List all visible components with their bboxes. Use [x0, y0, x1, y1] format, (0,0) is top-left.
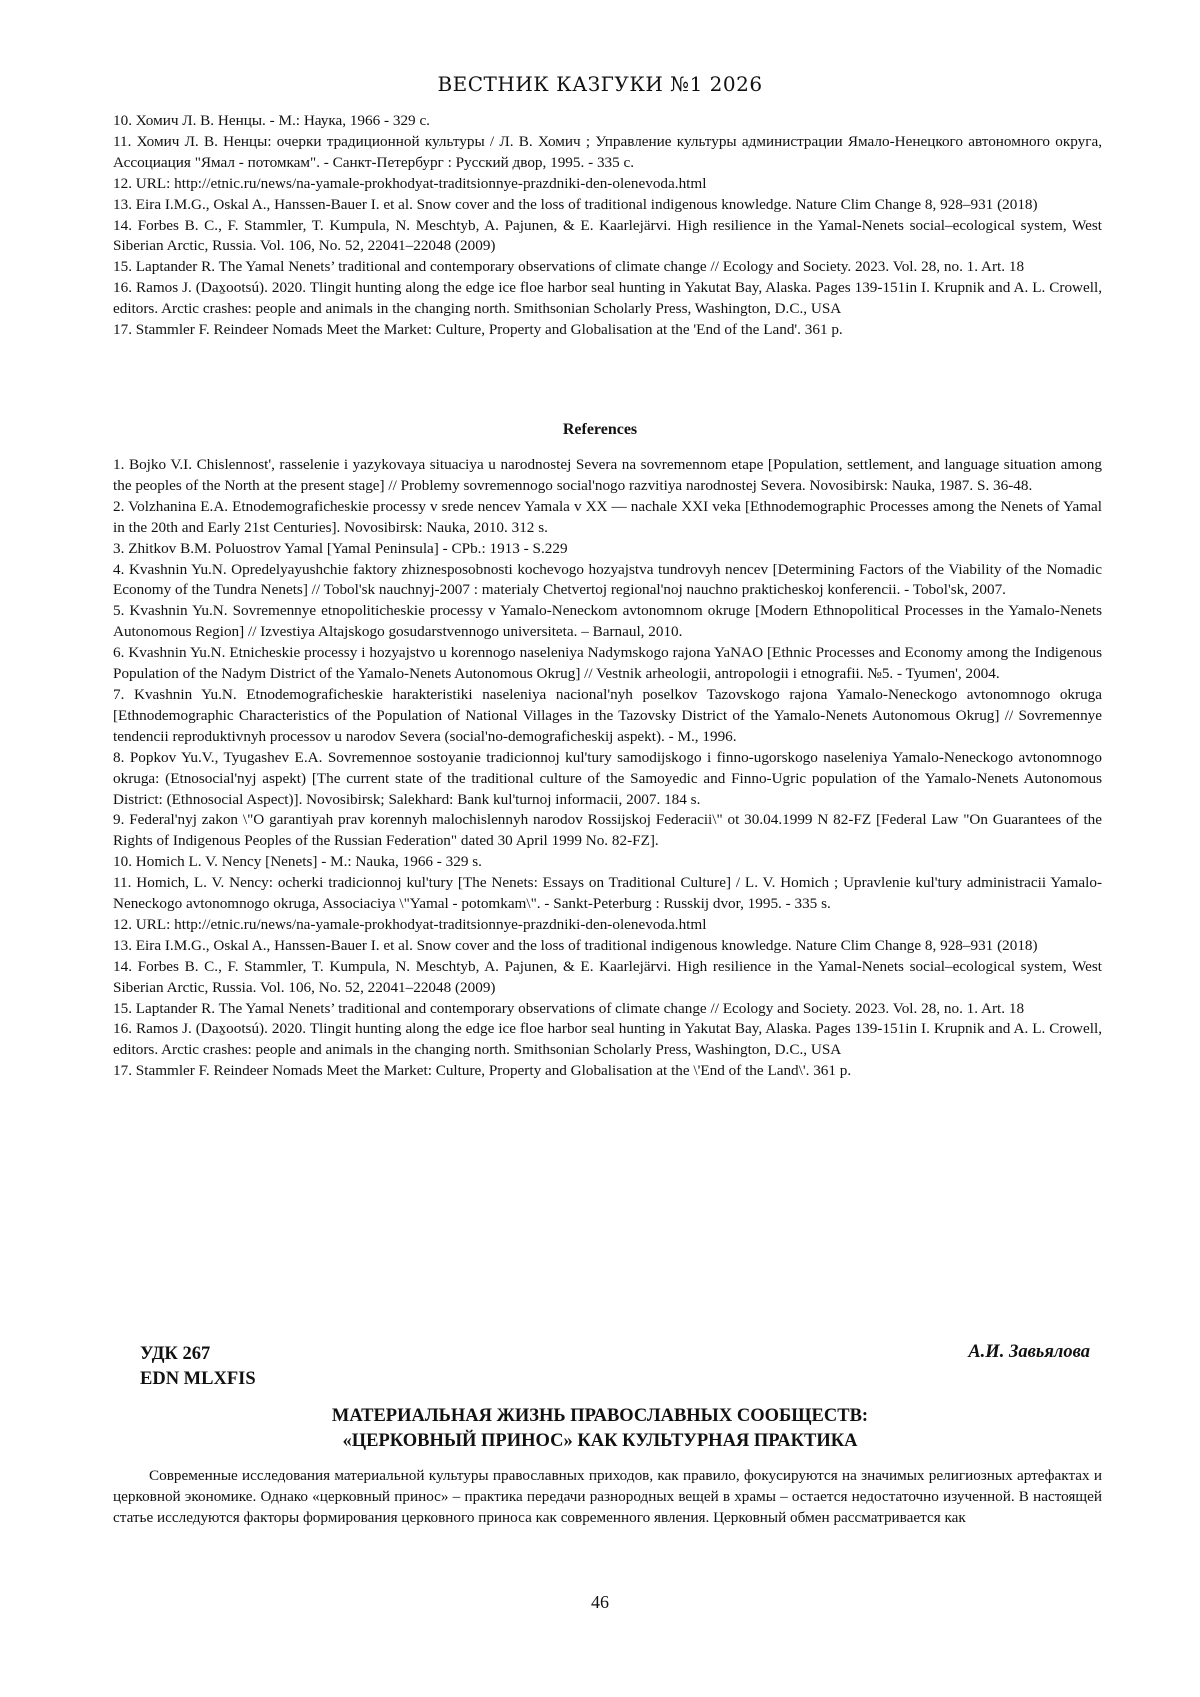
- reference-item: 4. Kvashnin Yu.N. Opredelyayushchie faktory zhiznesposobnosti kochevogo hozyajstva tundrovyh nencev [Determining Factors of the Viability of the Nomadic Economy of the Tundra Nenets] // Tobol'sk nauchnyj-2007 : materialy Chetvertoj regional'noj nauchno prakticheskoj konferencii. - Tobol'sk, 2007.: [113, 560, 1102, 599]
- article-abstract: Современные исследования материальной культуры православных приходов, как правило, фокусируются на значимых религиозных артефактах и церковной экономике. Однако «церковный принос» – практика передачи разнородных вещей в храмы – остается недостаточно изученной. В настоящей статье исследуются факторы формирования церковного приноса как современного явления. Церковный обмен рассматривается как: [113, 1467, 1102, 1526]
- reference-item: 12. URL: http://etnic.ru/news/na-yamale-prokhodyat-traditsionnye-prazdniki-den-olenevoda.html: [113, 915, 707, 933]
- article-author: А.И. Завьялова: [968, 1342, 1090, 1362]
- reference-item: 6. Kvashnin Yu.N. Etnicheskie processy i hozyajstvo u korennogo naseleniya Nadymskogo rajona YaNAO [Ethnic Processes and Economy among the Indigenous Population of the Nadym District of the Yamalo-Nenets Autonomous Okrug] // Vestnik arheologii, antropologii i etnografii. №5. - Tyumen', 2004.: [113, 644, 1102, 683]
- reference-item: 16. Ramos J. (Dax̱ootsú). 2020. Tlingit hunting along the edge ice floe harbor seal hunting in Yakutat Bay, Alaska. Pages 139-151in I. Krupnik and A. L. Crowell, editors. Arctic crashes: people and animals in the changing north. Smithsonian Scholarly Press, Washington, D.C., USA: [113, 279, 1102, 318]
- references-english: [113, 455, 1102, 1082]
- reference-item: 3. Zhitkov B.M. Poluostrov Yamal [Yamal Peninsula] - CPb.: 1913 - S.229: [113, 539, 568, 557]
- reference-item: 11. Homich, L. V. Nency: ocherki tradicionnoj kul'tury [The Nenets: Essays on Traditional Culture] / L. V. Homich ; Upravlenie kul'tury administracii Yamalo-Neneckogo avtonomnogo okruga, Associaciya \"Yamal - potomkam\". - Sankt-Peterburg : Russkij dvor, 1995. - 335 s.: [113, 874, 1102, 913]
- udk-code: УДК 267: [140, 1344, 211, 1364]
- reference-item: 10. Хомич Л. В. Ненцы. - М.: Наука, 1966 - 329 с.: [113, 112, 430, 129]
- reference-item: 5. Kvashnin Yu.N. Sovremennye etnopoliticheskie processy v Yamalo-Neneckom avtonomnom okruge [Modern Ethnopolitical Processes in the Yamalo-Nenets Autonomous Region] // Izvestiya Altajskogo gosudarstvennogo universiteta. – Barnaul, 2010.: [113, 602, 1102, 641]
- reference-item: 10. Homich L. V. Nency [Nenets] - M.: Nauka, 1966 - 329 s.: [113, 853, 482, 871]
- article-title: [0, 1404, 1200, 1454]
- edn-code: EDN MLXFIS: [140, 1369, 256, 1389]
- reference-item: 8. Popkov Yu.V., Tyugashev E.A. Sovremennoe sostoyanie tradicionnoj kul'tury samodijskogo i finno-ugorskogo naseleniya Yamalo-Neneckogo avtonomnogo okruga: (Etnosocial'nyj aspekt) [The current state of the traditional culture of the Samoyedic and Finno-Ugric population of the Yamalo-Nenets Autonomous District: (Ethnosocial Aspect)]. Novosibirsk; Salekhard: Bank kul'turnoj informacii, 2007. 184 s.: [113, 748, 1102, 808]
- references-russian: [113, 111, 1102, 341]
- article-title-line-1: МАТЕРИАЛЬНАЯ ЖИЗНЬ ПРАВОСЛАВНЫХ СООБЩЕСТВ:: [331, 1406, 869, 1426]
- reference-item: 17. Stammler F. Reindeer Nomads Meet the Market: Culture, Property and Globalisation at the \'End of the Land\'. 361 p.: [113, 1062, 852, 1080]
- reference-item: 17. Stammler F. Reindeer Nomads Meet the Market: Culture, Property and Globalisation at the 'End of the Land'. 361 p.: [113, 321, 843, 339]
- journal-header: ВЕСТНИК КАЗГУКИ №1 2026: [437, 72, 763, 96]
- reference-item: 7. Kvashnin Yu.N. Etnodemograficheskie harakteristiki naseleniya nacional'nyh poselkov Tazovskogo rajona Yamalo-Neneckogo avtonomnogo okruga [Ethnodemographic Characteristics of the Population of National Villages in the Tazovsky District of the Yamalo-Nenets Autonomous Okrug] // Sovremennye tendencii reproduktivnyh processov u narodov Severa (social'no-demograficheskij aspekt). - M., 1996.: [113, 685, 1102, 745]
- article-title-line-2: «ЦЕРКОВНЫЙ ПРИНОС» КАК КУЛЬТУРНАЯ ПРАКТИКА: [342, 1431, 858, 1451]
- reference-item: 14. Forbes B. C., F. Stammler, T. Kumpula, N. Meschtyb, A. Pajunen, & E. Kaarlejärvi. High resilience in the Yamal-Nenets social–ecological system, West Siberian Arctic, Russia. Vol. 106, No. 52, 22041–22048 (2009): [113, 216, 1102, 255]
- reference-item: 11. Хомич Л. В. Ненцы: очерки традиционной культуры / Л. В. Хомич ; Управление культуры администрации Ямало-Ненецкого автономного округа, Ассоциация "Ямал - потомкам". - Санкт-Петербург : Русский двор, 1995. - 335 с.: [113, 132, 1102, 171]
- reference-item: 2. Volzhanina E.A. Etnodemograficheskie processy v srede nencev Yamala v XX — nachale XXI veka [Ethnodemographic Processes among the Nenets of Yamal in the 20th and Early 21st Centuries]. Novosibirsk: Nauka, 2010. 312 s.: [113, 497, 1102, 536]
- reference-item: 13. Eira I.M.G., Oskal A., Hanssen-Bauer I. et al. Snow cover and the loss of traditional indigenous knowledge. Nature Clim Change 8, 928–931 (2018): [113, 936, 1038, 954]
- reference-item: 1. Bojko V.I. Chislennost', rasselenie i yazykovaya situaciya u narodnostej Severa na sovremennom etape [Population, settlement, and language situation among the peoples of the North at the present stage] // Problemy sovremennogo social'nogo razvitiya narodnostej Severa. Novosibirsk: Nauka, 1987. S. 36-48.: [113, 456, 1102, 494]
- reference-item: 14. Forbes B. C., F. Stammler, T. Kumpula, N. Meschtyb, A. Pajunen, & E. Kaarlejärvi. High resilience in the Yamal-Nenets social–ecological system, West Siberian Arctic, Russia. Vol. 106, No. 52, 22041–22048 (2009): [113, 957, 1102, 996]
- references-heading: References: [562, 421, 638, 438]
- reference-item: 13. Eira I.M.G., Oskal A., Hanssen-Bauer I. et al. Snow cover and the loss of traditional indigenous knowledge. Nature Clim Change 8, 928–931 (2018): [113, 195, 1038, 213]
- reference-item: 9. Federal'nyj zakon \"O garantiyah prav korennyh malochislennyh narodov Rossijskoj Federacii\" ot 30.04.1999 N 82-FZ [Federal Law "On Guarantees of the Rights of Indigenous Peoples of the Russian Federation" dated 30 April 1999 No. 82-FZ].: [113, 811, 1102, 850]
- reference-item: 16. Ramos J. (Dax̱ootsú). 2020. Tlingit hunting along the edge ice floe harbor seal hunting in Yakutat Bay, Alaska. Pages 139-151in I. Krupnik and A. L. Crowell, editors. Arctic crashes: people and animals in the changing north. Smithsonian Scholarly Press, Washington, D.C., USA: [113, 1020, 1102, 1059]
- udk-block: [140, 1342, 256, 1392]
- reference-item: 12. URL: http://etnic.ru/news/na-yamale-prokhodyat-traditsionnye-prazdniki-den-olenevoda.html: [113, 174, 707, 192]
- page-number: 46: [591, 1592, 609, 1612]
- reference-item: 15. Laptander R. The Yamal Nenets’ traditional and contemporary observations of climate change // Ecology and Society. 2023. Vol. 28, no. 1. Art. 18: [113, 999, 1025, 1017]
- reference-item: 15. Laptander R. The Yamal Nenets’ traditional and contemporary observations of climate change // Ecology and Society. 2023. Vol. 28, no. 1. Art. 18: [113, 258, 1025, 276]
